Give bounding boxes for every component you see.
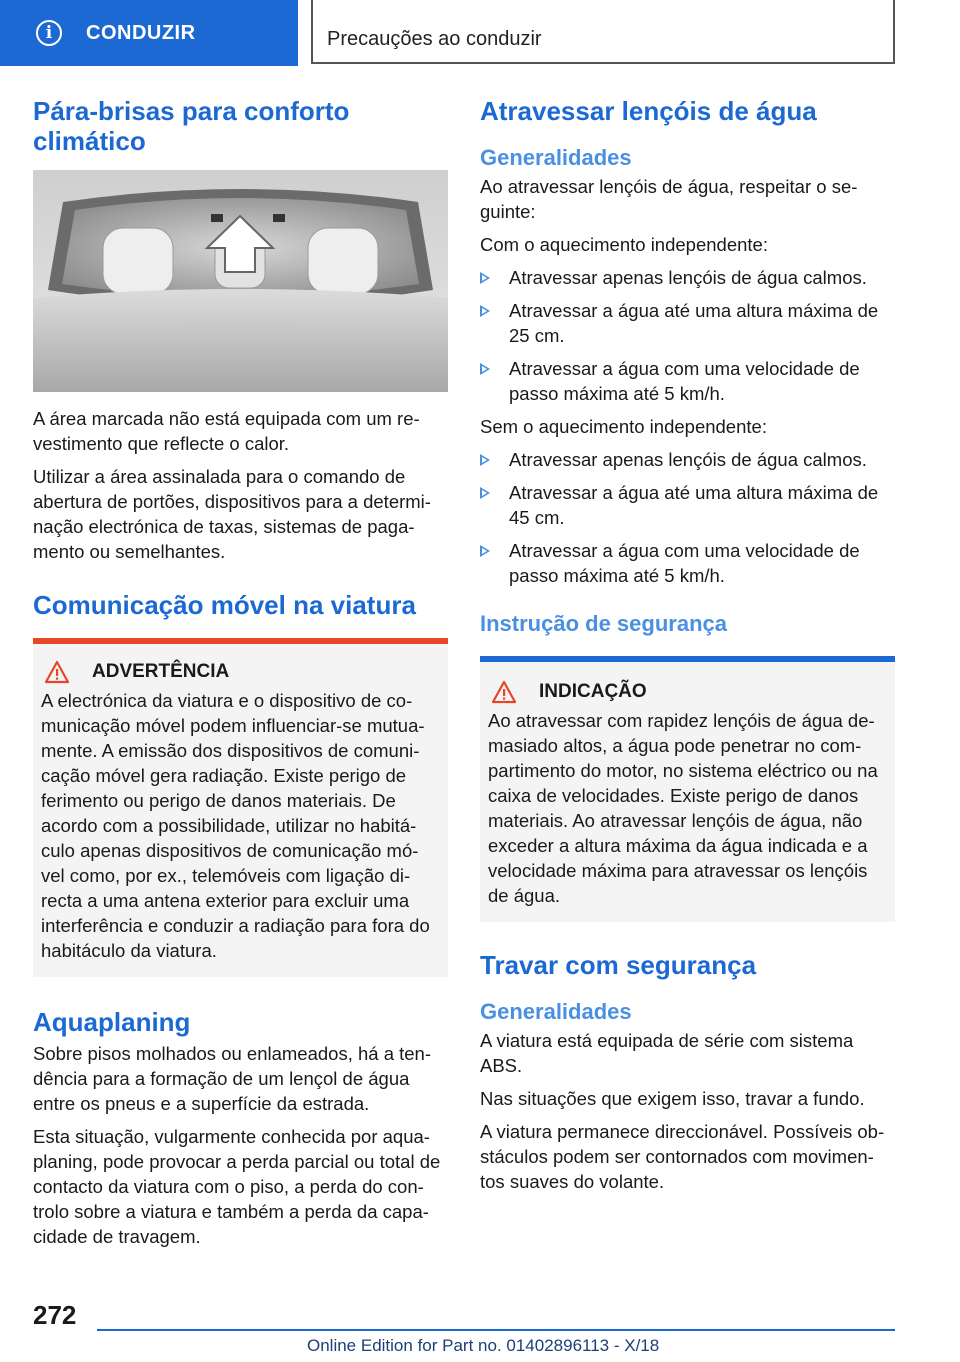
- breadcrumb: [311, 0, 895, 64]
- without-heater-list: [480, 447, 895, 588]
- chapter-tab-label: CONDUZIR: [86, 21, 196, 44]
- info-icon: i: [36, 20, 62, 46]
- note-title: INDICAÇÃO: [539, 681, 647, 702]
- note-box: [480, 656, 895, 922]
- bullet-triangle-icon: [480, 545, 490, 557]
- braking-text-1: A viatura está equipada de série com sistema ABS.: [480, 1030, 854, 1076]
- warning-triangle-icon: [44, 660, 70, 684]
- list-item: Atravessar apenas lençóis de água calmos.: [480, 447, 895, 472]
- left-column: [33, 96, 448, 1257]
- water-intro: Ao atravessar lençóis de água, respeitar o se-guinte:: [480, 176, 858, 222]
- warning-text: A electrónica da viatura e o dispositivo de co-municação móvel podem influenciar-se mutua-mente. A emissão dos dispositivos de comuni-cação móvel gera radiação. Existe perigo de ferimento ou perigo de danos materiais. De acordo com a possibilidade, utilizar no habitá-culo apenas dispositivos de comunicação mó-vel como, por ex., telemóveis com ligação di-recta a uma antena exterior para excluir uma interferência e conduzir a radiação para fora do habitáculo da viatura.: [41, 690, 430, 961]
- chapter-tab[interactable]: [0, 0, 298, 66]
- windshield-text-1: A área marcada não está equipada com um re-vestimento que reflecte o calor.: [33, 408, 420, 454]
- subtitle-general-1: Generalidades: [480, 145, 632, 170]
- bullet-triangle-icon: [480, 363, 490, 375]
- warning-box: [33, 638, 448, 977]
- footer-edition: Online Edition for Part no. 01402896113 - X/18: [307, 1336, 660, 1355]
- aquaplaning-text-2: Esta situação, vulgarmente conhecida por aqua-planing, pode provocar a perda parcial ou total de contacto da viatura com o piso, a perda do con-trolo sobre a viatura e também a perda da capa-cidade de travagem.: [33, 1126, 441, 1247]
- breadcrumb-label: Precauções ao conduzir: [327, 28, 542, 50]
- with-heater-list: [480, 265, 895, 406]
- warning-triangle-icon: [491, 680, 517, 704]
- list-item: Atravessar a água com uma velocidade de passo máxima até 5 km/h.: [480, 538, 895, 588]
- list-item: Atravessar a água até uma altura máxima de 25 cm.: [480, 298, 895, 348]
- bullet-triangle-icon: [480, 454, 490, 466]
- braking-text-3: A viatura permanece direccionável. Possíveis ob-stáculos podem ser contornados com movimen-tos suaves do volante.: [480, 1121, 885, 1192]
- bullet-triangle-icon: [480, 305, 490, 317]
- bullet-triangle-icon: [480, 487, 490, 499]
- windshield-photo: [33, 170, 448, 392]
- footer-divider: [97, 1329, 895, 1331]
- windshield-text-2: Utilizar a área assinalada para o comando de abertura de portões, dispositivos para a determi-nação electrónica de taxas, sistemas de paga-mento ou semelhantes.: [33, 466, 431, 562]
- with-heater-label: Com o aquecimento independente:: [480, 234, 768, 255]
- section-title-aquaplaning: Aquaplaning: [33, 1007, 191, 1037]
- bullet-triangle-icon: [480, 272, 490, 284]
- aquaplaning-text-1: Sobre pisos molhados ou enlameados, há a ten-dência para a formação de um lençol de água entre os pneus e a superfície da estrada.: [33, 1043, 432, 1114]
- subtitle-safety: Instrução de segurança: [480, 611, 727, 636]
- right-column: [480, 96, 895, 1202]
- warning-title: ADVERTÊNCIA: [92, 661, 230, 682]
- page-number: 272: [33, 1300, 77, 1330]
- page-header: [0, 0, 960, 66]
- section-title-windshield: Pára-brisas para conforto climático: [33, 96, 350, 156]
- note-text: Ao atravessar com rapidez lençóis de água de-masiado altos, a água pode penetrar no com-partimento do motor, no sistema eléctrico ou na caixa de velocidades. Existe perigo de danos materiais. Ao atravessar lençóis de água, não exceder a altura máxima da água indicada e a velocidade máxima para atravessar os lençóis de água.: [488, 710, 878, 906]
- braking-text-2: Nas situações que exigem isso, travar a fundo.: [480, 1088, 865, 1109]
- section-title-mobile: Comunicação móvel na viatura: [33, 590, 416, 620]
- section-title-water: Atravessar lençóis de água: [480, 96, 817, 126]
- list-item: Atravessar apenas lençóis de água calmos.: [480, 265, 895, 290]
- list-item: Atravessar a água com uma velocidade de passo máxima até 5 km/h.: [480, 356, 895, 406]
- list-item: Atravessar a água até uma altura máxima de 45 cm.: [480, 480, 895, 530]
- section-title-braking: Travar com segurança: [480, 950, 757, 980]
- without-heater-label: Sem o aquecimento independente:: [480, 416, 767, 437]
- subtitle-general-2: Generalidades: [480, 999, 632, 1024]
